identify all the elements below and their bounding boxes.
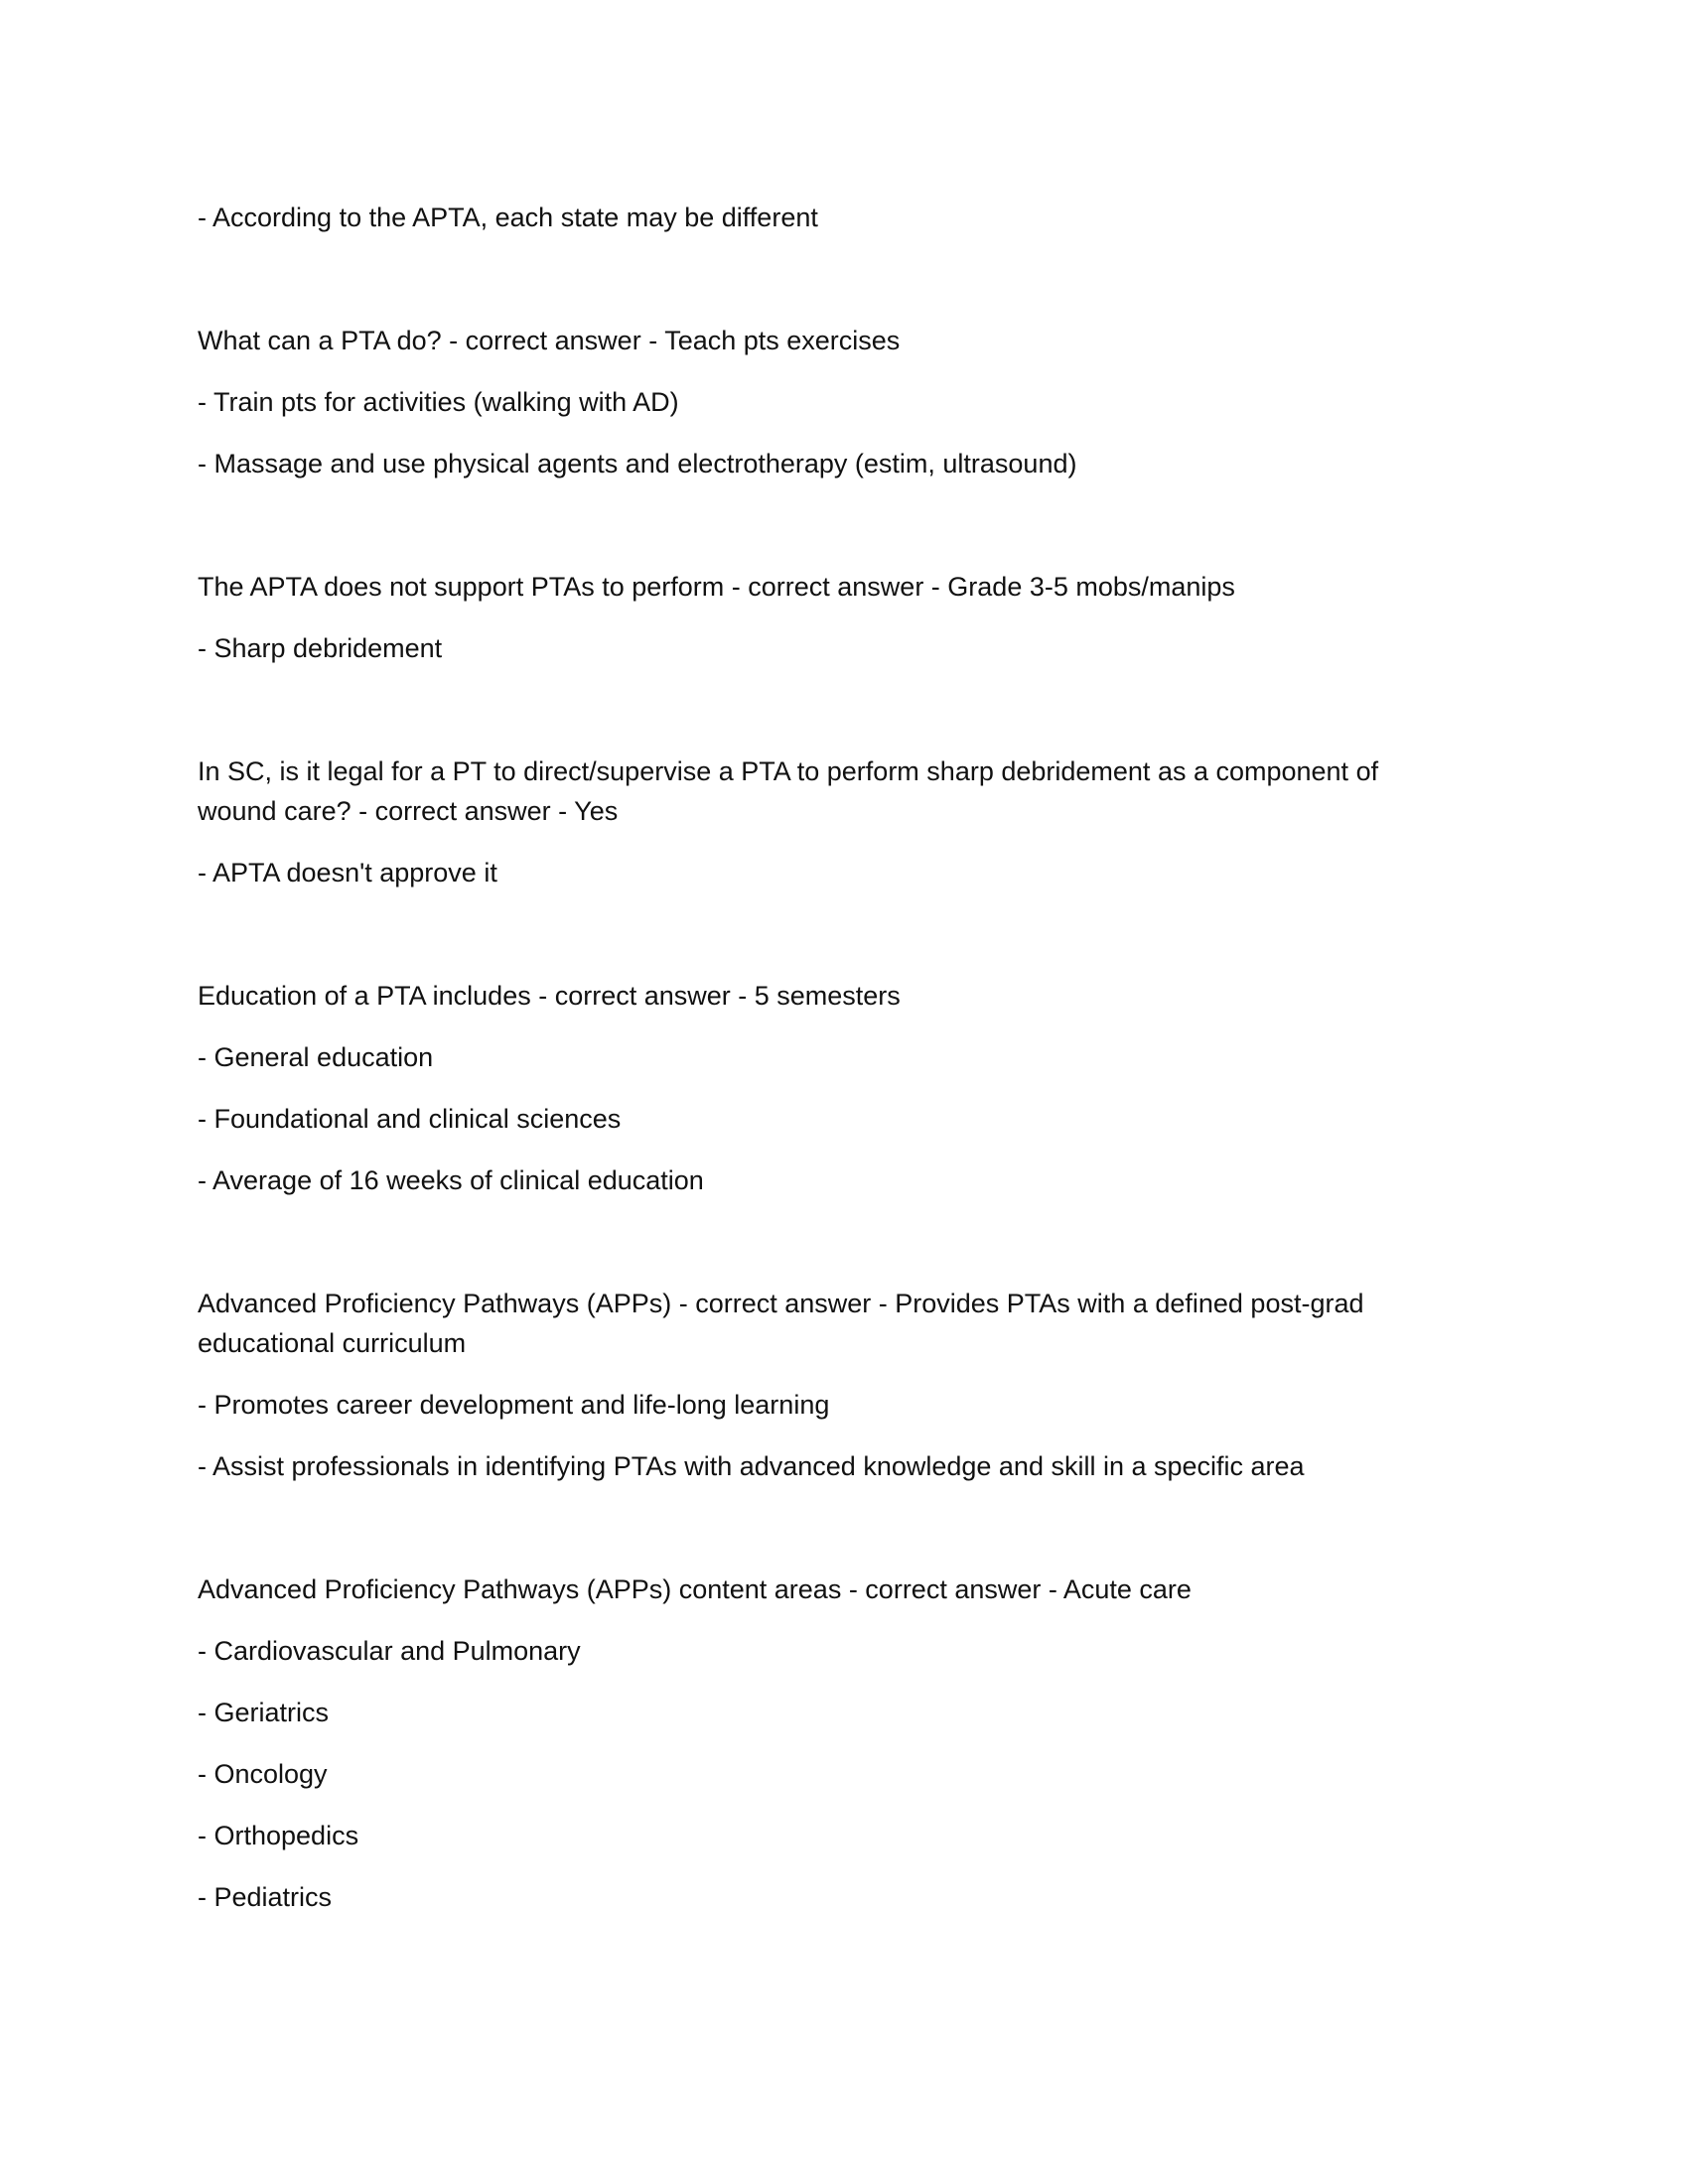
text-line: - General education xyxy=(198,1042,434,1072)
text-line: - Pediatrics xyxy=(198,1882,333,1912)
text-line: - According to the APTA, each state may be different xyxy=(198,203,818,232)
text-line: - Average of 16 weeks of clinical education xyxy=(198,1165,704,1195)
text-line: - Massage and use physical agents and electrotherapy (estim, ultrasound) xyxy=(198,449,1077,478)
text-line: In SC, is it legal for a PT to direct/supervise a PTA to perform sharp debridement as a component of xyxy=(198,756,1379,786)
text-line: - Orthopedics xyxy=(198,1821,359,1850)
text-line: - Foundational and clinical sciences xyxy=(198,1104,622,1134)
text-line: Advanced Proficiency Pathways (APPs) - correct answer - Provides PTAs with a defined post-grad xyxy=(198,1289,1364,1318)
text-line: - Promotes career development and life-long learning xyxy=(198,1390,830,1420)
text-line: - Geriatrics xyxy=(198,1698,330,1727)
text-line: - Train pts for activities (walking with AD) xyxy=(198,387,679,417)
text-line: The APTA does not support PTAs to perform - correct answer - Grade 3-5 mobs/manips xyxy=(198,572,1235,602)
text-line: wound care? - correct answer - Yes xyxy=(198,796,619,826)
text-line: - Cardiovascular and Pulmonary xyxy=(198,1636,581,1666)
text-line: - APTA doesn't approve it xyxy=(198,858,497,887)
text-line: - Oncology xyxy=(198,1759,328,1789)
text-line: - Assist professionals in identifying PTAs with advanced knowledge and skill in a specific area xyxy=(198,1451,1305,1481)
text-line: educational curriculum xyxy=(198,1328,467,1358)
text-line: What can a PTA do? - correct answer - Teach pts exercises xyxy=(198,326,901,355)
text-line: - Sharp debridement xyxy=(198,633,443,663)
text-line: Education of a PTA includes - correct answer - 5 semesters xyxy=(198,981,901,1011)
text-line: Advanced Proficiency Pathways (APPs) content areas - correct answer - Acute care xyxy=(198,1574,1192,1604)
